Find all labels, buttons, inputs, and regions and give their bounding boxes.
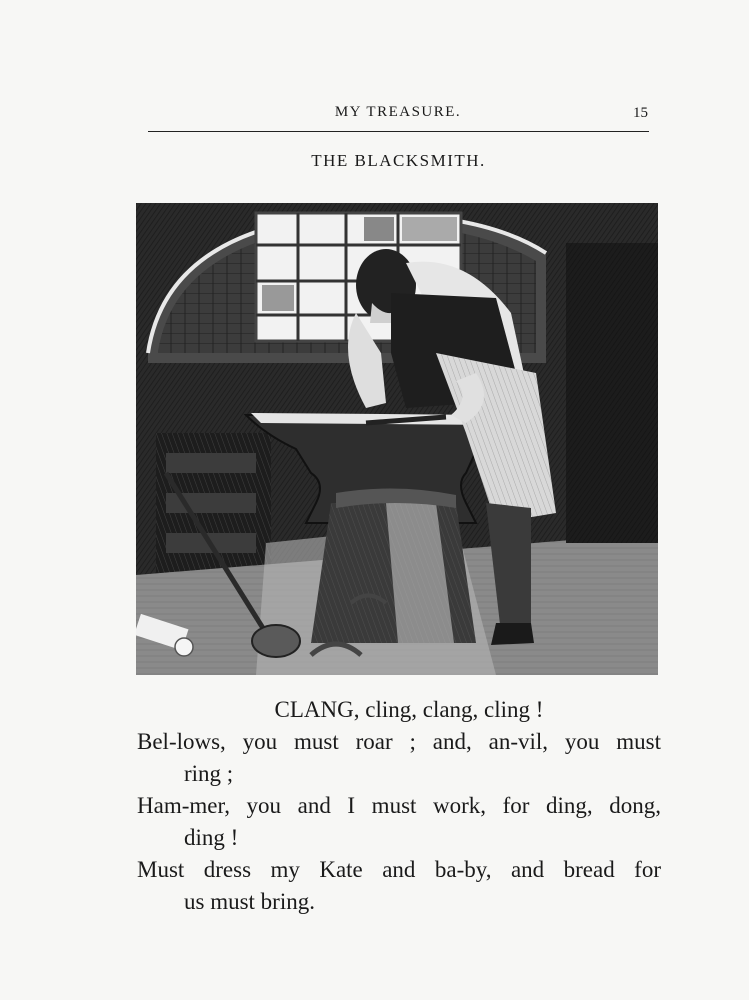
poem-line-2: Bel-lows, you must roar ; and, an-vil, you must [137, 729, 661, 754]
poem [137, 694, 661, 918]
line-1-rest: cling, clang, cling ! [359, 697, 544, 722]
poem-line-2-continuation: ring ; [184, 761, 234, 786]
chapter-title: THE BLACKSMITH. [311, 151, 486, 170]
blacksmith-engraving [136, 203, 658, 675]
poem-line-3-continuation: ding ! [184, 825, 239, 850]
header-rule [148, 131, 649, 132]
poem-line-3: Ham-mer, you and I must work, for ding, dong, [137, 793, 661, 818]
poem-line-1 [137, 694, 661, 726]
drop-initial: C [274, 697, 290, 722]
poem-line-4: Must dress my Kate and ba-by, and bread for [137, 857, 661, 882]
page-number: 15 [633, 105, 648, 121]
engraving-svg [136, 203, 658, 675]
small-caps-word: LANG, [289, 697, 360, 722]
running-head [148, 104, 648, 126]
poem-line-4-continuation: us must bring. [184, 889, 315, 914]
running-title: MY TREASURE. [334, 104, 462, 120]
